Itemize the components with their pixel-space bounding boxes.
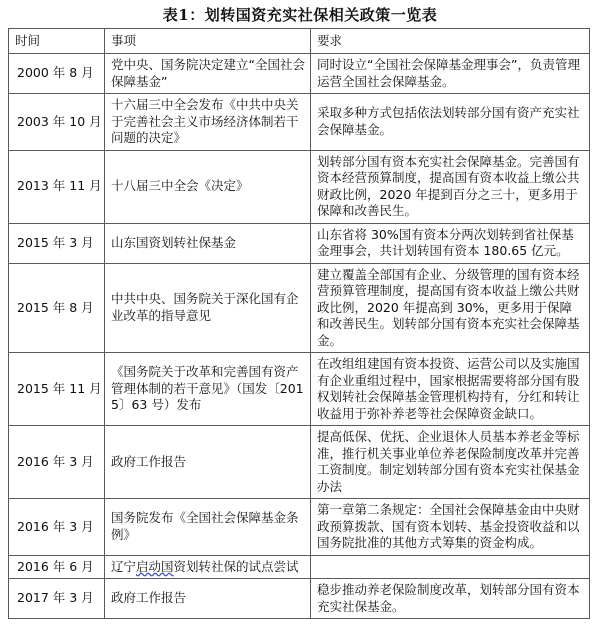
table-row	[9, 263, 590, 353]
table-header-row	[9, 29, 590, 54]
cell-time: 2017 年 3 月	[9, 579, 105, 619]
cell-requirement: 采取多种方式包括依法划转部分国有资产充实社会保障基金。	[311, 94, 590, 151]
cell-time: 2015 年 8 月	[9, 263, 105, 353]
cell-requirement: 划转部分国有资本充实社会保障基金。完善国有资本经营预算制度，提高国有资本收益上缴公共财政比例，2020 年提到百分之三十，更多用于保障和改善民生。	[311, 150, 590, 223]
table-header	[9, 29, 590, 54]
column-header-time: 时间	[9, 29, 105, 54]
cell-requirement: 提高低保、优抚、企业退休人员基本养老金等标准，推行机关事业单位养老保险制度改革并完善工资制度。制定划转部分国有资本充实社保基金办法	[311, 426, 590, 499]
cell-item: 十六届三中全会发布《中共中央关于完善社会主义市场经济体制若干问题的决定》	[105, 94, 311, 151]
column-header-item: 事项	[105, 29, 311, 54]
table-body	[9, 54, 590, 619]
cell-item-text-suffix: 资划转社保的试点尝试	[173, 558, 299, 574]
cell-time: 2015 年 11 月	[9, 353, 105, 426]
cell-item: 国务院发布《全国社会保障基金条例》	[105, 499, 311, 556]
cell-time: 2016 年 6 月	[9, 555, 105, 579]
cell-item: 山东国资划转社保基金	[105, 223, 311, 263]
table-row	[9, 499, 590, 556]
table-row	[9, 555, 590, 579]
cell-requirement	[311, 555, 590, 579]
cell-item: 政府工作报告	[105, 426, 311, 499]
cell-time: 2016 年 3 月	[9, 499, 105, 556]
table-row	[9, 579, 590, 619]
cell-requirement: 山东省将 30%国有资本分两次划转到省社保基金理事会，共计划转国有资本 180.65 亿元。	[311, 223, 590, 263]
page-title: 表1：划转国资充实社保相关政策一览表	[162, 6, 438, 24]
cell-time: 2015 年 3 月	[9, 223, 105, 263]
cell-requirement: 第一章第二条规定：全国社会保障基金由中央财政预算拨款、国有资本划转、基金投资收益和以国务院批准的其他方式筹集的资金构成。	[311, 499, 590, 556]
policy-table	[8, 28, 590, 619]
table-row	[9, 353, 590, 426]
table-row	[9, 150, 590, 223]
cell-requirement: 建立覆盖全部国有企业、分级管理的国有资本经营预算管理制度，提高国有资本收益上缴公共财政比例，2020 年提高到 30%，更多用于保障和改善民生。划转部分国有资本充实社会保障基金。	[311, 263, 590, 353]
cell-item	[105, 555, 311, 579]
cell-item: 政府工作报告	[105, 579, 311, 619]
cell-requirement: 稳步推动养老保险制度改革，划转部分国有资本充实社保基金。	[311, 579, 590, 619]
cell-time: 2016 年 3 月	[9, 426, 105, 499]
cell-time: 2013 年 11 月	[9, 150, 105, 223]
spellcheck-flagged-text: 启动国	[136, 558, 174, 574]
cell-time: 2000 年 8 月	[9, 54, 105, 94]
cell-item: 党中央、国务院决定建立“全国社会保障基金”	[105, 54, 311, 94]
table-row	[9, 54, 590, 94]
table-row	[9, 223, 590, 263]
cell-item: 中共中央、国务院关于深化国有企业改革的指导意见	[105, 263, 311, 353]
cell-requirement: 在改组组建国有资本投资、运营公司以及实施国有企业重组过程中，国家根据需要将部分国有股权划转社会保障基金管理机构持有，分红和转让收益用于弥补养老等社会保障资金缺口。	[311, 353, 590, 426]
table-row	[9, 94, 590, 151]
cell-item: 《国务院关于改革和完善国有资产管理体制的若干意见》（国发〔2015〕63 号）发布	[105, 353, 311, 426]
table-row	[9, 426, 590, 499]
cell-requirement: 同时设立“全国社会保障基金理事会”，负责管理运营全国社会保障基金。	[311, 54, 590, 94]
cell-item: 十八届三中全会《决定》	[105, 150, 311, 223]
cell-time: 2003 年 10 月	[9, 94, 105, 151]
column-header-requirement: 要求	[311, 29, 590, 54]
cell-item-text-prefix: 辽宁	[111, 558, 137, 574]
